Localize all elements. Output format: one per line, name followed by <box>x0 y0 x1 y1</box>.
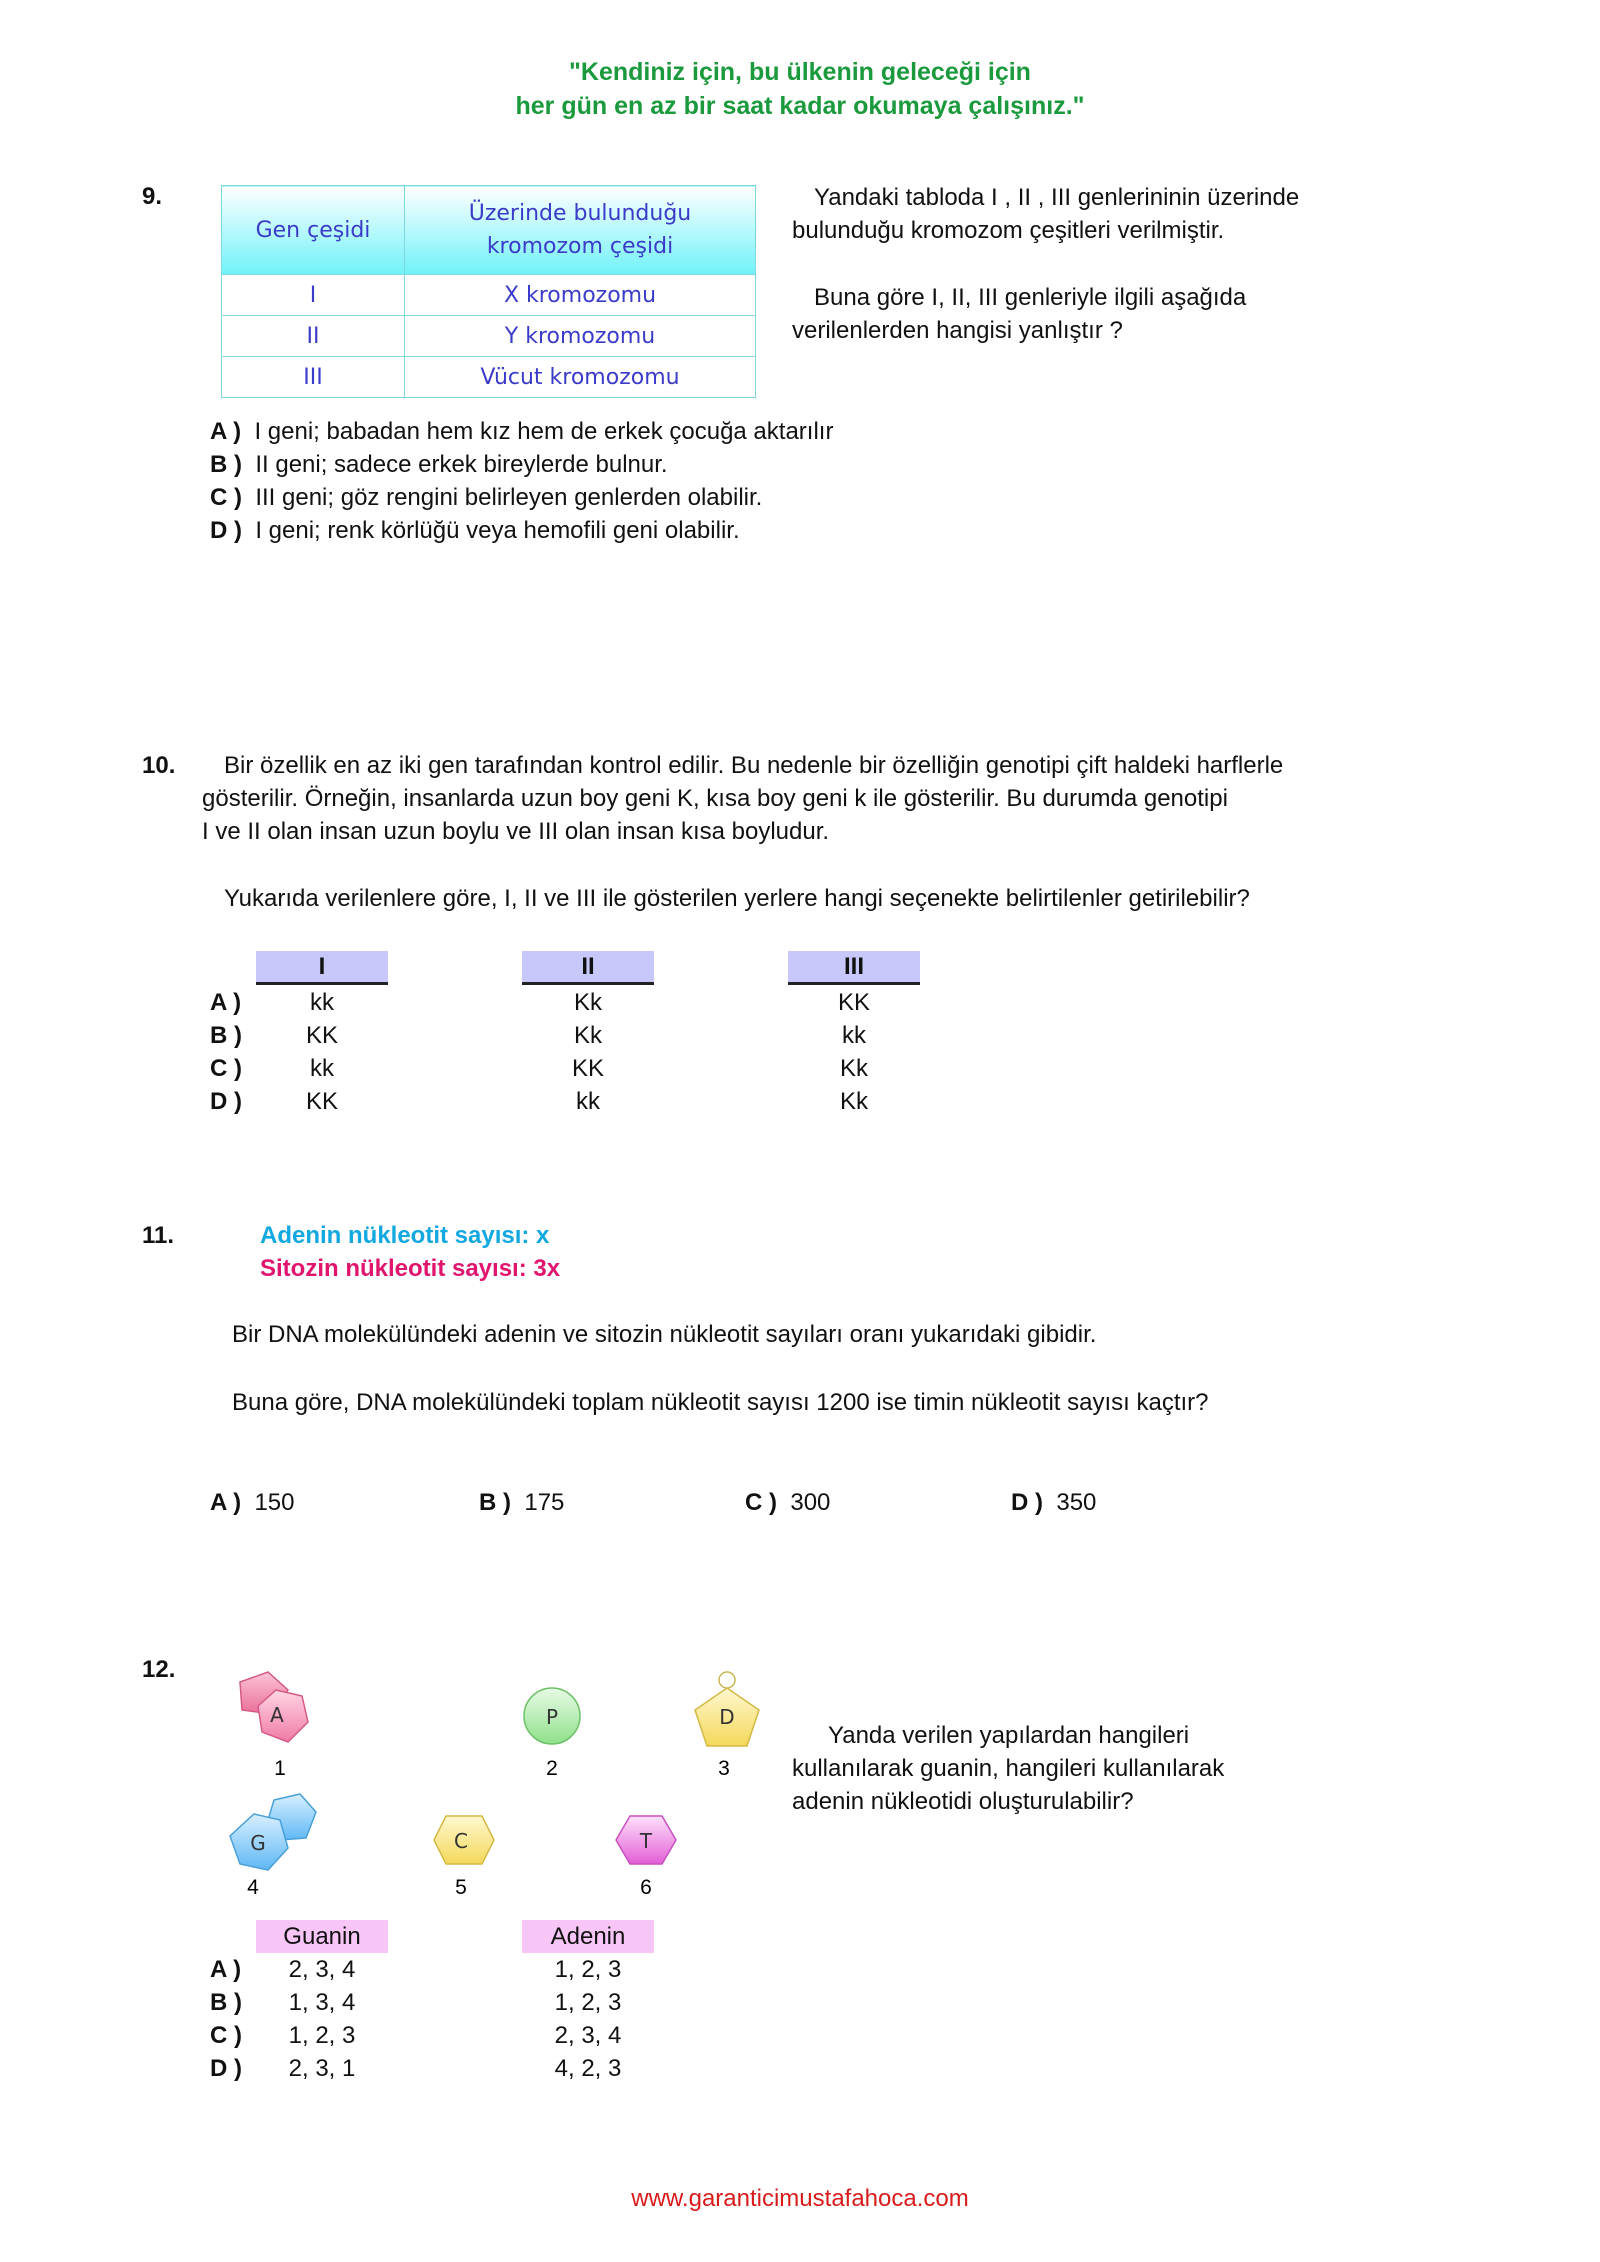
structure-number-6: 6 <box>640 1876 652 1899</box>
option-c[interactable]: C ) III geni; göz rengini belirleyen genlerden olabilir. <box>210 484 763 511</box>
option-d[interactable]: D ) 2, 3, 1 4, 2, 3 <box>210 2055 622 2082</box>
question-10-text: Bir özellik en az iki gen tarafından kontrol edilir. Bu nedenle bir özelliğin genotipi çift haldeki harflerle gösterilir. Örneğin, insanlarda uzun boy geni K, kısa boy geni k ile gösterilir. Bu durumda genotipi I ve II olan insan uzun boylu ve III olan insan kısa boyludur. Yukarıda verilenlere göre, I, II ve III ile gösterilen yerlere hangi seçenekte belirtilenler getirilebilir? <box>202 752 1284 912</box>
gene-table-header-gene: Gen çeşidi <box>222 186 405 275</box>
column-header-III: III <box>788 951 920 985</box>
question-9-number: 9. <box>142 183 163 210</box>
header-quote-line1: "Kendiniz için, bu ülkenin geleceği için <box>569 58 1031 86</box>
structure-1-adenine <box>240 1672 308 1742</box>
gene-table-row: I X kromozomu <box>222 275 756 316</box>
structure-label-p: P <box>545 1705 559 1729</box>
question-10-number: 10. <box>142 752 176 779</box>
question-12-number: 12. <box>142 1656 176 1683</box>
question-11-text2: Buna göre, DNA molekülündeki toplam nükleotit sayısı 1200 ise timin nükleotit sayısı kaçtır? <box>232 1389 1209 1416</box>
column-header-adenine: Adenin <box>522 1920 654 1953</box>
question-9-options <box>210 415 833 547</box>
option-b[interactable]: B ) II geni; sadece erkek bireylerde bulnur. <box>210 451 668 478</box>
option-d[interactable]: D ) 350 <box>1011 1489 1097 1516</box>
footer-website-link[interactable]: www.garanticimustafahoca.com <box>631 2185 969 2212</box>
question-9-text: Yandaki tabloda I , II , III genlerininin üzerinde bulunduğu kromozom çeşitleri verilmiştir. Buna göre I, II, III genleriyle ilgili aşağıda verilenlerden hangisi yanlıştır ? <box>792 184 1300 344</box>
option-a[interactable]: A ) kk Kk KK <box>210 989 870 1016</box>
structure-2-phosphate <box>524 1688 580 1744</box>
structure-label-d: D <box>719 1705 735 1729</box>
header-quote-line2: her gün en az bir saat kadar okumaya çalışınız." <box>515 92 1085 120</box>
structure-6-thymine <box>616 1816 676 1864</box>
structure-number-1: 1 <box>274 1757 286 1780</box>
option-c[interactable]: C ) kk KK Kk <box>210 1055 868 1082</box>
column-header-II: II <box>522 951 654 985</box>
option-d[interactable]: D ) KK kk Kk <box>210 1088 868 1115</box>
nucleotide-structures-figure <box>200 1650 780 1910</box>
structure-number-5: 5 <box>455 1876 467 1899</box>
structure-label-a: A <box>270 1703 284 1727</box>
structure-number-2: 2 <box>546 1757 558 1780</box>
column-header-guanine: Guanin <box>256 1920 388 1953</box>
structure-label-c: C <box>454 1829 468 1853</box>
option-c[interactable]: C ) 1, 2, 3 2, 3, 4 <box>210 2022 622 2049</box>
structure-3-deoxyribose <box>695 1672 759 1746</box>
option-b[interactable]: B ) 175 <box>479 1489 565 1516</box>
structure-5-cytosine <box>434 1816 494 1864</box>
option-a[interactable]: A ) 2, 3, 4 1, 2, 3 <box>210 1956 622 1983</box>
question-12-options <box>210 1953 654 2085</box>
option-d[interactable]: D ) I geni; renk körlüğü veya hemofili geni olabilir. <box>210 517 740 544</box>
structure-number-4: 4 <box>247 1876 259 1899</box>
question-10-options <box>210 986 920 1118</box>
option-a[interactable]: A ) I geni; babadan hem kız hem de erkek çocuğa aktarılır <box>210 418 834 445</box>
structure-label-g: G <box>250 1831 266 1855</box>
gene-table-header-chromosome: Üzerinde bulunduğu kromozom çeşidi <box>405 186 756 275</box>
adenine-count: Adenin nükleotit sayısı: x <box>260 1222 550 1249</box>
structure-label-t: T <box>639 1829 653 1853</box>
cytosine-count: Sitozin nükleotit sayısı: 3x <box>260 1255 561 1282</box>
gene-table-row: II Y kromozomu <box>222 316 756 357</box>
option-b[interactable]: B ) 1, 3, 4 1, 2, 3 <box>210 1989 622 2016</box>
option-a[interactable]: A ) 150 <box>210 1489 295 1516</box>
structure-number-3: 3 <box>718 1757 730 1780</box>
option-b[interactable]: B ) KK Kk kk <box>210 1022 866 1049</box>
column-header-I: I <box>256 951 388 985</box>
question-12-text: Yanda verilen yapılardan hangileri kullanılarak guanin, hangileri kullanılarak adenin nükleotidi oluşturulabilir? <box>792 1722 1225 1815</box>
question-11-text1: Bir DNA molekülündeki adenin ve sitozin nükleotit sayıları oranı yukarıdaki gibidir. <box>232 1321 1097 1348</box>
gene-table <box>221 185 756 398</box>
structure-4-guanine <box>230 1794 316 1870</box>
gene-table-row: III Vücut kromozomu <box>222 357 756 398</box>
question-11-number: 11. <box>142 1222 175 1249</box>
option-c[interactable]: C ) 300 <box>745 1489 831 1516</box>
